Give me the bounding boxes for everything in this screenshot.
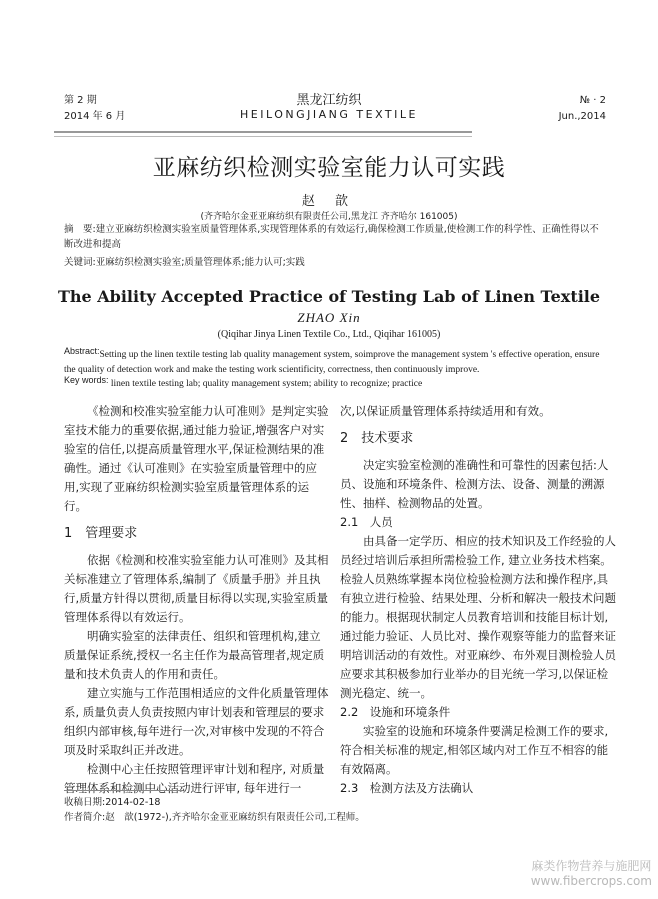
section-1-paragraph-3: 建立实施与工作范围相适应的文件化质量管理体系, 质量负责人负责按照内审计划表和管理层的要求组织内部审核,每年进行一次,对审核中发现的不符合项及时采取纠正并改进。 <box>64 686 329 757</box>
author-name-cn: 赵 歆 <box>301 194 357 209</box>
issue-number-cn: 第 2 期 <box>64 95 97 106</box>
author-bio: 作者简介:赵 歆(1972-),齐齐哈尔金亚亚麻纺织有限责任公司,工程师。 <box>64 812 365 823</box>
keywords-cn <box>64 254 305 268</box>
section-2-2-paragraph: 实验室的设施和环境条件要满足检测工作的要求,符合相关标准的规定,相邻区域内对工作互不相容的能有效隔离。 <box>340 724 609 776</box>
abstract-text-en: Setting up the linen textile testing lab quality management system, soimprove the management system 's effective operation, ensure the quality of detection work and make the testing work scientificity, correctness, then continuously improve. <box>64 350 600 375</box>
keywords-text-en: linen textile testing lab; quality management system; ability to recognize; practice <box>110 379 423 389</box>
header-rule-ext <box>54 131 472 137</box>
body-column-left <box>64 402 332 817</box>
received-date: 收稿日期:2014-02-18 <box>64 797 161 808</box>
issue-date-en: Jun.,2014 <box>558 111 606 122</box>
journal-name-cn: 黑龙江纺织 <box>296 93 362 108</box>
abstract-cn <box>64 222 604 252</box>
footnote-rule <box>64 790 182 791</box>
section-1-heading: 1 管理要求 <box>64 526 138 541</box>
intro-paragraph: 《检测和校准实验室能力认可准则》是判定实验室技术能力的重要依据,通过能力验证,增强客户对实验室的信任,以提高质量管理水平,保证检测结果的准确性。通过《认可准则》在实验室质量管理中的应用,实现了亚麻纺织检测实验室质量管理体系的运行。 <box>64 404 329 513</box>
keywords-label-en: Key words: <box>64 375 109 385</box>
section-1-paragraph-4: 检测中心主任按照管理评审计划和程序, 对质量管理体系和检测中心活动进行评审, 每年进行一 <box>64 762 325 795</box>
affiliation-en: (Qiqihar Jinya Linen Textile Co., Ltd., Qiqihar 161005) <box>217 329 441 340</box>
body-column-right <box>340 402 618 798</box>
section-2-2-heading: 2.2 设施和环境条件 <box>340 705 451 719</box>
watermark-line-2: www.fibercrops.com <box>530 874 652 888</box>
keywords-text-cn: 亚麻纺织检测实验室;质量管理体系;能力认可;实践 <box>95 257 305 268</box>
article-title-en: The Ability Accepted Practice of Testing Lab of Linen Textile <box>57 287 601 306</box>
affiliation-cn: (齐齐哈尔金亚亚麻纺织有限责任公司,黑龙江 齐齐哈尔 161005) <box>200 212 458 222</box>
keywords-label-cn: 关键词: <box>64 257 96 268</box>
watermark <box>531 859 652 889</box>
section-1-paragraph-4-continued: 次,以保证质量管理体系持续适用和有效。 <box>340 404 551 418</box>
section-2-1-paragraph: 由具备一定学历、相应的技术知识及工作经验的人员经过培训后承担所需检验工作, 建立业务技术档案。检验人员熟练掌握本岗位检验检测方法和操作程序,具有独立进行检验、结果处理、分析和解决一般技术问题的能力。根据现状制定人员教育培训和技能目标计划,通过能力验证、人员比对、操作观察等能力的监督来证明培训活动的有效性。对亚麻纱、布外观目测检验人员应要求其积极参加行业举办的目光统一学习,以保证检测光稳定、统一。 <box>340 534 616 700</box>
section-2-paragraph-1: 决定实验室检测的准确性和可靠性的因素包括:人员、设施和环境条件、检测方法、设备、测量的溯源性、抽样、检测物品的处置。 <box>340 458 609 510</box>
author-name-en: ZHAO Xin <box>297 310 361 325</box>
section-1-paragraph-1: 依据《检测和校准实验室能力认可准则》及其相关标准建立了管理体系,编制了《质量手册》并且执行,质量方针得以贯彻,质量目标得以实现,实验室质量管理体系得以有效运行。 <box>64 553 329 624</box>
keywords-en <box>64 375 422 389</box>
abstract-en <box>64 344 609 378</box>
journal-name-en: HEILONGJIANG TEXTILE <box>240 108 418 121</box>
abstract-label-cn: 摘 要: <box>64 224 96 235</box>
abstract-text-cn: 建立亚麻纺织检测实验室质量管理体系,实现管理体系的有效运行,确保检测工作质量,使检测工作的科学性、正确性得以不断改进和提高 <box>64 224 599 250</box>
article-title-cn: 亚麻纺织检测实验室能力认可实践 <box>152 155 506 181</box>
issue-number-en: № · 2 <box>579 95 606 106</box>
section-2-1-heading: 2.1 人员 <box>340 515 393 529</box>
section-2-3-heading: 2.3 检测方法及方法确认 <box>340 781 474 795</box>
section-1-paragraph-2: 明确实验室的法律责任、组织和管理机构,建立质量保证系统,授权一名主任作为最高管理者,规定质量和技术负责人的作用和责任。 <box>64 629 325 681</box>
section-2-heading: 2 技术要求 <box>340 431 414 446</box>
issue-date-cn: 2014 年 6 月 <box>64 111 126 122</box>
abstract-label-en: Abstract: <box>64 346 100 356</box>
watermark-line-1: 麻类作物营养与施肥网 <box>531 859 652 873</box>
